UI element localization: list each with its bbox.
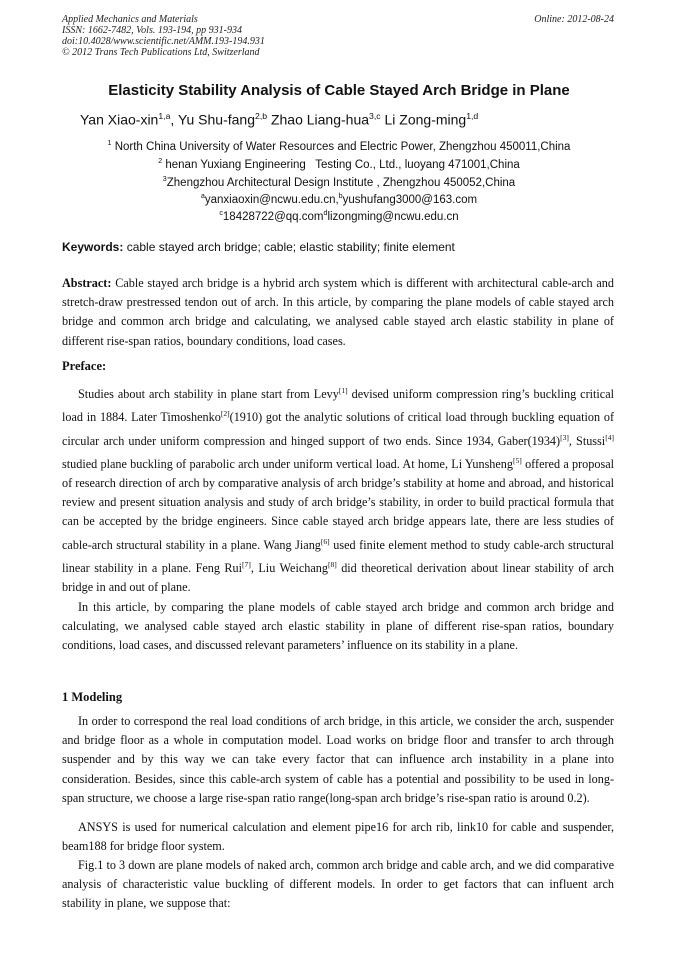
- citation-ref[interactable]: [1]: [338, 386, 348, 395]
- email-address[interactable]: yanxiaoxin@ncwu.edu.cn,: [204, 193, 339, 206]
- abstract-text: Cable stayed arch bridge is a hybrid arch system which is different with architectural cable-arch and stretch-draw prestressed tendon out of arch. In this article, by comparing the plane models of cable stayed arch bridge and common arch bridge and calculating, we analysed cable stayed arch elastic stability in plane of different rise-span ratios, boundary conditions, load cases.: [62, 276, 614, 348]
- affil-mark: 2: [158, 157, 163, 165]
- modeling-paragraph-2: ANSYS is used for numerical calculation and element pipe16 for arch rib, link10 for cable and suspender, beam188 for bridge floor system.: [62, 820, 614, 854]
- email-mark: a: [200, 192, 205, 200]
- modeling-paragraph-3: Fig.1 to 3 down are plane models of naked arch, common arch bridge and cable arch, and we did comparative analysis of characteristic value buckling of different models. In order to get factors that can influent arch stability in plane, we suppose that:: [62, 858, 614, 911]
- affil-mark: 1: [107, 139, 112, 147]
- online-date: Online: 2012-08-24: [534, 14, 614, 25]
- abstract: [62, 274, 614, 351]
- email-line-1: [0, 192, 678, 206]
- preface-heading: Preface:: [62, 359, 107, 373]
- affil-text: henan Yuxiang Engineering Testing Co., Ltd., luoyang 471001,China: [165, 158, 520, 171]
- citation-ref[interactable]: [4]: [605, 432, 614, 442]
- modeling-heading: 1 Modeling: [62, 690, 123, 704]
- email-mark: b: [338, 192, 343, 200]
- citation-ref[interactable]: [6]: [320, 536, 330, 546]
- citation-ref[interactable]: [8]: [327, 559, 337, 569]
- affil-mark: 3: [162, 175, 167, 183]
- author-name: Zhao Liang-hua: [270, 111, 370, 128]
- preface-paragraph-2: In this article, by comparing the plane models of cable stayed arch bridge and common arch bridge and calculating, we analysed cable stayed arch elastic stability in plane of different rise-span ratios, boundary conditions, load cases, and discussed relevant parameters’ influence on its stability in a plane.: [62, 600, 614, 653]
- affiliation-1: [0, 139, 678, 153]
- keywords-text: cable stayed arch bridge; cable; elastic stability; finite element: [126, 240, 455, 254]
- citation-ref[interactable]: [7]: [242, 559, 251, 569]
- keywords-label: Keywords:: [62, 240, 124, 254]
- journal-header: [62, 14, 265, 58]
- preface-paragraph-1: Studies about arch stability in plane start from Levy[1] devised uniform compression ring’s buckling critical load in 1884. Later Timoshenko[2](1910) got the analytic solutions of critical load through buckling equation of circular arch under uniform compression and hinged support of two ends. Since 1934, Gaber(1934)[3], Stussi[4] studied plane buckling of parabolic arch under uniform vertical load. At home, Li Yunsheng[5] offered a proposal of research direction of arch by comparative analysis of arch bridge’s stability at home and abroad, and historical review and present situation analysis and study of arch bridge’s stability, in order to build practical formula that can be accepted by the bridge engineers. Since cable stayed arch bridge appears late, there are less studies of cable-arch structural stability in a plane. Wang Jiang[6] used finite element method to study cable-arch structural linear stability in a plane. Feng Rui[7], Liu Weichang[8] did theoretical derivation about linear stability of arch bridge in and out of plane.: [62, 386, 614, 595]
- modeling-paragraph-1: In order to correspond the real load conditions of arch bridge, in this article, we consider the arch, suspender and bridge floor as a whole in computation model. Load works on bridge floor and transfer to arch through suspender and by this way we can take every factor that can influence arch instability in a plane into consideration. Besides, since this cable-arch system of cable has a potential and possibility to be used in long-span structure, we choose a large rise-span ratio range(long-span arch bridge’s rise-span ratio is around 0.2).: [62, 714, 614, 805]
- email-address[interactable]: yushufang3000@163.com: [342, 193, 478, 206]
- author-name: Yan Xiao-xin: [80, 111, 159, 128]
- author-affil-mark: 2,b: [255, 111, 268, 121]
- email-address[interactable]: lizongming@ncwu.edu.cn: [327, 210, 459, 223]
- doi-line: doi:10.4028/www.scientific.net/AMM.193-194.931: [62, 36, 265, 47]
- citation-ref[interactable]: [3]: [560, 432, 569, 442]
- citation-ref[interactable]: [2]: [220, 409, 230, 419]
- journal-name: Applied Mechanics and Materials: [62, 14, 198, 25]
- affil-text: North China University of Water Resources and Electric Power, Zhengzhou 450011,China: [114, 140, 571, 153]
- copyright-line: © 2012 Trans Tech Publications Ltd, Switzerland: [62, 47, 260, 58]
- keywords: [62, 240, 455, 254]
- affil-text: Zhengzhou Architectural Design Institute , Zhengzhou 450052,China: [166, 176, 516, 189]
- email-mark: d: [323, 209, 328, 217]
- paper-title: Elasticity Stability Analysis of Cable Stayed Arch Bridge in Plane: [108, 82, 570, 99]
- author-affil-mark: 1,a: [158, 111, 171, 121]
- issn-line: ISSN: 1662-7482, Vols. 193-194, pp 931-934: [62, 25, 242, 36]
- affiliation-3: [0, 175, 678, 189]
- email-mark: c: [219, 209, 223, 217]
- affiliation-2: [0, 157, 678, 171]
- author-affil-mark: 3,c: [369, 111, 381, 121]
- author-name: Yu Shu-fang: [177, 111, 255, 128]
- author-list: Yan Xiao-xin$^{1,a}$, Yu Shu-fang$^{2,b}$ Zhao Liang-hua$^{3,c}$ Li Zong-ming$^{1,d}$: [80, 111, 479, 128]
- author-affil-mark: 1,d: [466, 111, 479, 121]
- email-address[interactable]: 18428722@qq.com: [222, 210, 324, 223]
- citation-ref[interactable]: [5]: [513, 455, 522, 465]
- abstract-label: Abstract:: [62, 276, 112, 290]
- author-name: Li Zong-ming: [384, 111, 467, 128]
- email-line-2: [0, 209, 678, 223]
